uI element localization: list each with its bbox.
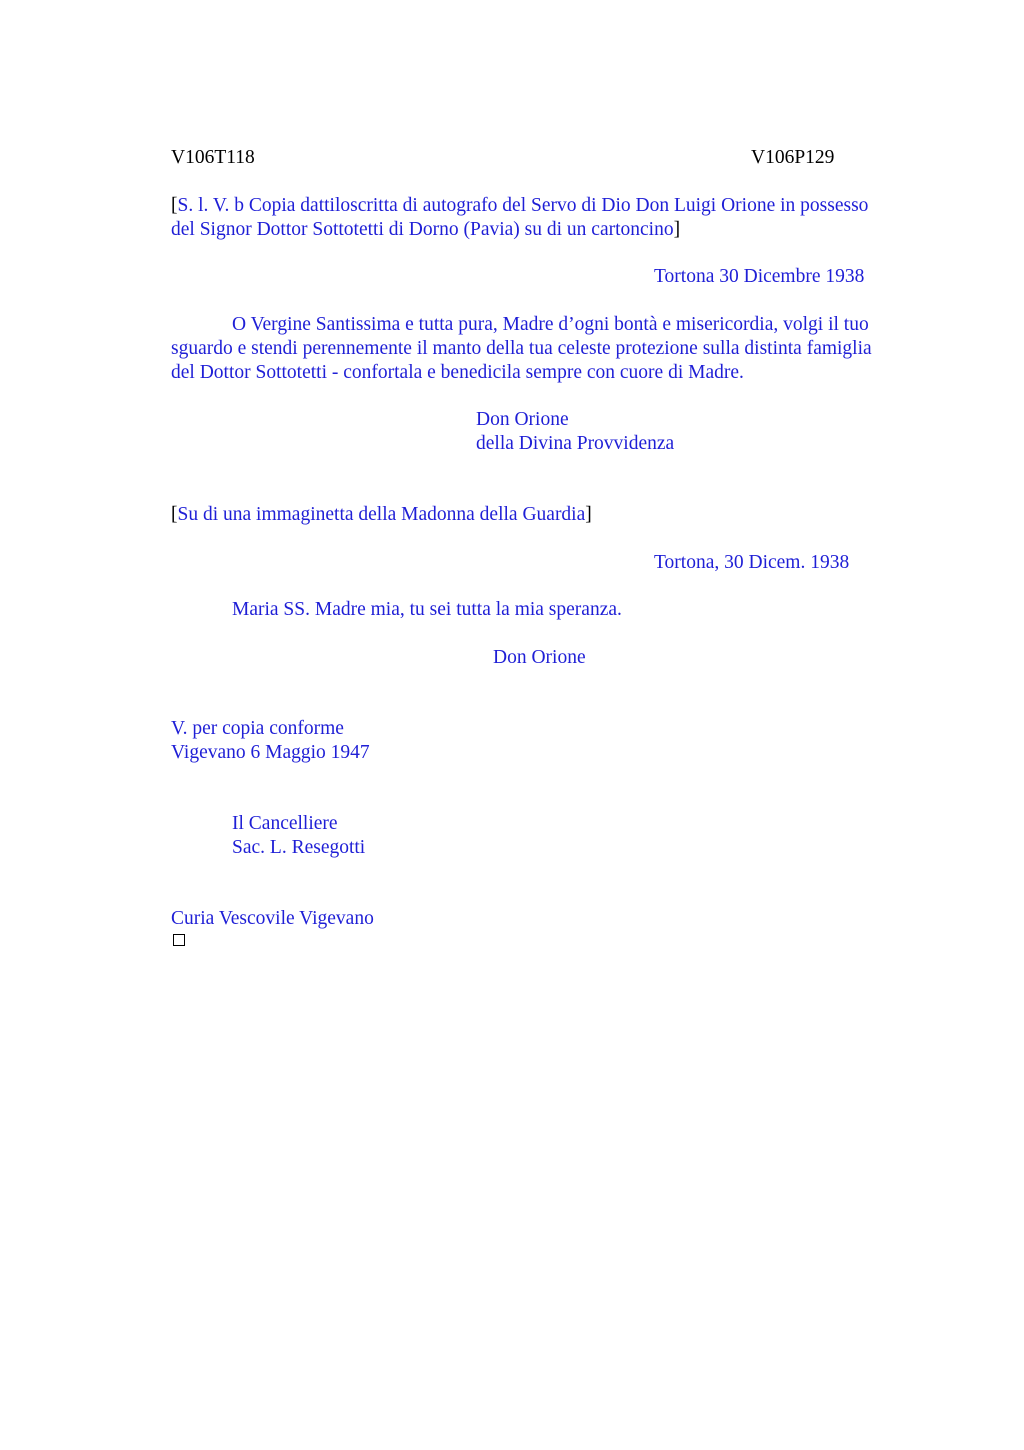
bracket-open: [ (171, 195, 178, 216)
certification-line1: V. per copia conforme (171, 718, 344, 739)
certification-line2: Vigevano 6 Maggio 1947 (171, 742, 370, 763)
editorial-note-1-line1: S. l. V. b Copia dattiloscritta di autografo del Servo di Dio Don Luigi Orione in possesso (177, 195, 869, 216)
document-code-right: V106P129 (751, 147, 835, 168)
signature-1-title: della Divina Provvidenza (476, 433, 675, 454)
letter-body-2: Maria SS. Madre mia, tu sei tutta la mia speranza. (232, 599, 622, 620)
bracket-close: ] (673, 219, 681, 240)
bracket-open: [ (171, 504, 178, 525)
editorial-note-1-second (171, 218, 680, 242)
official-title: Il Cancelliere (232, 813, 338, 834)
letter-body-1-line3: del Dottor Sottotetti - confortala e benedicila sempre con cuore di Madre. (171, 362, 744, 383)
signature-1-name: Don Orione (476, 409, 569, 430)
letter-body-1-line1: O Vergine Santissima e tutta pura, Madre d’ogni bontà e misericordia, volgi il tuo (232, 314, 869, 335)
official-name: Sac. L. Resegotti (232, 837, 366, 858)
editorial-note-2-text: Su di una immaginetta della Madonna della Guardia (177, 504, 586, 525)
document-code-left: V106T118 (171, 147, 255, 168)
empty-box-icon (173, 934, 185, 946)
editorial-note-2 (171, 503, 592, 527)
editorial-note-1-line2: del Signor Dottor Sottotetti di Dorno (Pavia) su di un cartoncino (171, 219, 674, 240)
letter-date-2: Tortona, 30 Dicem. 1938 (654, 552, 850, 573)
bracket-close: ] (585, 504, 592, 525)
letter-body-1-line2: sguardo e stendi perennemente il manto della tua celeste protezione sulla distinta famiglia (171, 338, 872, 359)
office-name: Curia Vescovile Vigevano (171, 908, 374, 929)
letter-date-1: Tortona 30 Dicembre 1938 (654, 266, 865, 287)
editorial-note-1 (171, 194, 868, 218)
signature-2-name: Don Orione (493, 647, 586, 668)
